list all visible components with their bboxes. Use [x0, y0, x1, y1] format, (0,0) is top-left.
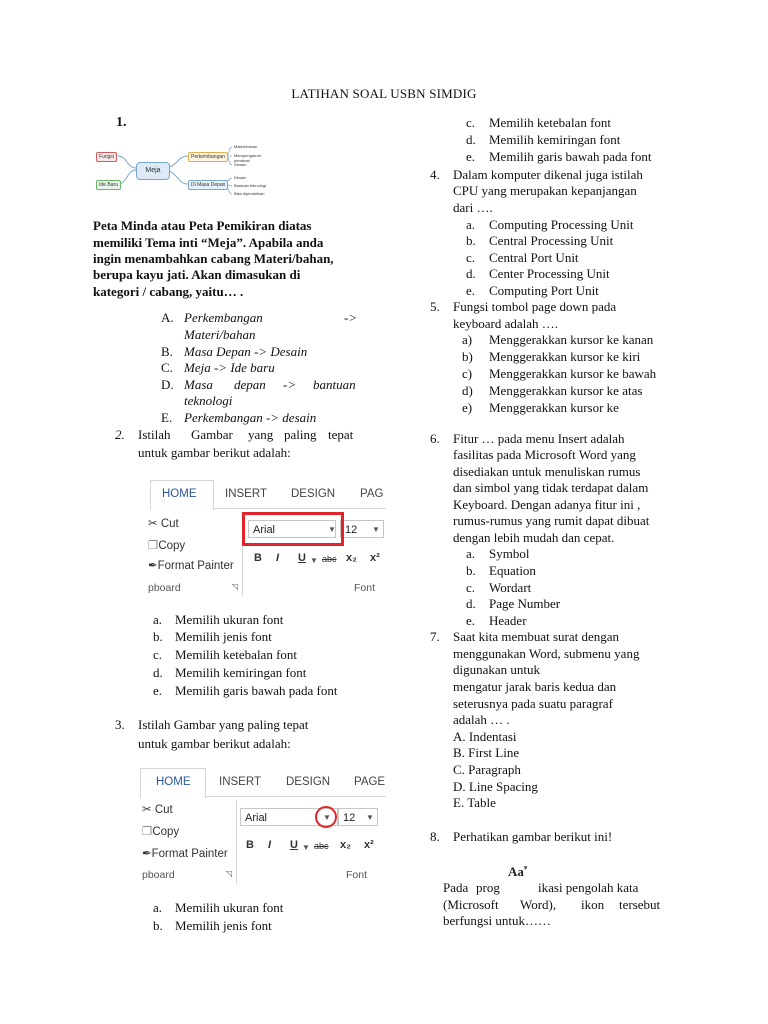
mind-map-node-fungsi: Fungsi [96, 152, 117, 162]
q8-body-word: prog [476, 880, 500, 895]
q6-option-d: Page Number [489, 596, 561, 611]
copy-button[interactable] [148, 538, 185, 552]
q8-body-word: (Microsoft [443, 897, 499, 912]
q7-stem-line: Saat kita membuat surat dengan [453, 629, 620, 644]
q1-stem-line: Peta Minda atau Peta Pemikiran diatas [93, 218, 312, 233]
q7-stem-line: seterusnya pada suatu paragraf [453, 696, 613, 711]
underline-button[interactable]: U [298, 552, 306, 564]
clipboard-launcher-icon[interactable]: ◹ [226, 869, 233, 878]
q5-option-letter: c) [462, 366, 473, 381]
q5-stem-line: Fungsi tombol page down pada [453, 299, 617, 314]
q5-option-a: Menggerakkan kursor ke kanan [489, 332, 654, 347]
mind-map-leaf: Bantuan teknologi [234, 183, 267, 188]
q2-stem-word: yang [248, 427, 274, 442]
copy-button[interactable] [142, 824, 179, 838]
q2-stem-word: tepat [328, 427, 354, 442]
q2-stem-word: paling [284, 427, 317, 442]
question-number-7: 7. [430, 629, 440, 644]
format-painter-label: Format Painter [151, 848, 228, 860]
q2-option-letter: a. [153, 612, 163, 627]
mind-map-center: Meja [136, 162, 170, 180]
q8-body-word: Pada [443, 880, 469, 895]
q7-option-e: E. Table [453, 795, 496, 810]
q2-stem-line: untuk gambar berikut adalah: [138, 445, 291, 460]
q1-option-letter: A. [161, 310, 174, 325]
q1-option-d: Masa [184, 377, 213, 392]
font-name-value: Arial [245, 812, 268, 824]
q1-option-c: Meja -> Ide baru [184, 360, 275, 375]
clipboard-group-label: pboard [142, 869, 175, 881]
group-divider [236, 800, 237, 884]
copy-label: Copy [152, 826, 180, 838]
q7-option-d: D. Line Spacing [453, 779, 538, 794]
mind-map-node-ide-baru: Ide Baru [96, 180, 121, 190]
word-ribbon-screenshot [150, 480, 386, 600]
font-size-value: 12 [345, 524, 358, 536]
q3-stem-line: Istilah Gambar yang paling tepat [138, 717, 309, 732]
q2-option-b: Memilih jenis font [175, 629, 272, 644]
mind-map-leaf: Mempengaruhi pembuat [234, 153, 261, 163]
q6-stem-line: dan simbol yang tidak terdapat dalam [453, 480, 649, 495]
q2-option-letter: c. [153, 647, 163, 662]
q6-stem-line: Fitur … pada menu Insert adalah [453, 431, 625, 446]
q7-stem-line: mengatur jarak baris kedua dan [453, 679, 617, 694]
q3-option-letter: e. [466, 149, 476, 164]
q2-option-letter: e. [153, 683, 163, 698]
q1-option-d-word: depan [234, 377, 266, 392]
question-number-6: 6. [430, 431, 440, 446]
q6-stem-line: rumus-rumus yang rumit dapat dibuat [453, 513, 650, 528]
mind-map-leaf: Desain [234, 162, 247, 167]
q3-option-letter: b. [153, 918, 163, 933]
tab-home[interactable]: HOME [156, 776, 191, 788]
mind-map-leaf: Desain [234, 175, 247, 180]
q4-stem-line: Dalam komputer dikenal juga istilah [453, 167, 643, 182]
q5-option-letter: d) [462, 383, 473, 398]
q1-stem-line: kategori / cabang, yaitu… . [93, 284, 244, 299]
superscript-button[interactable]: x² [370, 552, 380, 564]
q1-stem-line: memiliki Tema inti “Meja”. Apabila anda [93, 235, 324, 250]
q8-body-word: tersebut [619, 897, 661, 912]
q2-option-c: Memilih ketebalan font [175, 647, 298, 662]
q4-option-b: Central Processing Unit [489, 233, 614, 248]
q2-option-e: Memilih garis bawah pada font [175, 683, 338, 698]
q5-option-d: Menggerakkan kursor ke atas [489, 383, 643, 398]
underline-button[interactable]: U [290, 839, 298, 851]
q2-option-d: Memilih kemiringan font [175, 665, 307, 680]
q4-option-letter: d. [466, 266, 476, 281]
q3-option-letter: c. [466, 115, 476, 130]
q5-option-letter: a) [462, 332, 473, 347]
cut-label: Cut [160, 518, 179, 530]
cut-button[interactable] [142, 802, 173, 816]
tab-page[interactable]: PAG [360, 488, 384, 500]
q1-option-letter: C. [161, 360, 173, 375]
q6-option-c: Wordart [489, 580, 532, 595]
strikethrough-button[interactable]: abc [322, 554, 337, 564]
scissors-icon: ✂ [148, 518, 158, 530]
format-painter-label: Format Painter [157, 560, 234, 572]
q6-stem-line: Keyboard. Dengan adanya fitur ini , [453, 497, 641, 512]
q4-option-letter: b. [466, 233, 476, 248]
q5-option-e: Menggerakkan kursor ke [489, 400, 619, 415]
chevron-down-icon[interactable]: ▼ [366, 813, 374, 822]
change-case-icon: Aa▾ [508, 864, 544, 890]
q3-option-a: Memilih ukuran font [175, 900, 284, 915]
q6-option-letter: a. [466, 546, 476, 561]
font-name-value: Arial [253, 524, 276, 536]
chevron-down-icon[interactable]: ▼ [328, 525, 336, 534]
bold-button[interactable]: B [246, 839, 254, 851]
word-ribbon-screenshot [140, 768, 386, 888]
q7-option-a: A. Indentasi [453, 729, 517, 744]
question-number-2: 2. [115, 427, 125, 442]
italic-button[interactable]: I [268, 839, 272, 851]
q1-option-a-cont: Materi/bahan [184, 327, 256, 342]
q6-option-letter: c. [466, 580, 476, 595]
mind-map-figure [92, 140, 278, 200]
superscript-button[interactable]: x² [364, 839, 374, 851]
ribbon-tab-bar [140, 768, 386, 797]
brush-icon: ✒ [142, 848, 152, 860]
format-painter-button[interactable] [148, 558, 234, 572]
q4-stem-line: CPU yang merupakan kepanjangan [453, 183, 637, 198]
change-case-icon-label: Aa [508, 864, 524, 879]
question-number-5: 5. [430, 299, 440, 314]
q7-stem-line: menggunakan Word, submenu yang [453, 646, 640, 661]
q6-stem-line: disediakan untuk menuliskan rumus [453, 464, 641, 479]
ribbon-tab-bar [150, 480, 386, 509]
font-size-value: 12 [343, 812, 356, 824]
q1-option-d-cont: teknologi [184, 393, 233, 408]
cut-button[interactable] [148, 516, 179, 530]
q4-option-c: Central Port Unit [489, 250, 579, 265]
highlight-circle [315, 806, 337, 828]
q5-option-b: Menggerakkan kursor ke kiri [489, 349, 641, 364]
question-number-8: 8. [430, 829, 440, 844]
q6-option-letter: e. [466, 613, 476, 628]
q1-option-a-arrow: -> [344, 310, 358, 325]
q3-option-letter: d. [466, 132, 476, 147]
q3-stem-line: untuk gambar berikut adalah: [138, 736, 291, 751]
q4-option-d: Center Processing Unit [489, 266, 610, 281]
q3-option-d: Memilih kemiringan font [489, 132, 621, 147]
italic-button[interactable]: I [276, 552, 280, 564]
chevron-down-icon[interactable]: ▼ [372, 525, 380, 534]
q4-option-letter: a. [466, 217, 476, 232]
q1-option-a: Perkembangan [184, 310, 263, 325]
q6-option-b: Equation [489, 563, 536, 578]
q6-option-e: Header [489, 613, 527, 628]
q4-option-letter: c. [466, 250, 476, 265]
q1-option-letter: B. [161, 344, 173, 359]
q1-option-letter: E. [161, 410, 173, 425]
q6-option-letter: b. [466, 563, 476, 578]
q3-option-b: Memilih jenis font [175, 918, 272, 933]
q1-option-b: Masa Depan -> Desain [184, 344, 308, 359]
clipboard-group-label: pboard [148, 582, 181, 594]
q8-body-word: Word), [520, 897, 557, 912]
page-title: LATIHAN SOAL USBN SIMDIG [291, 86, 477, 101]
tab-home[interactable]: HOME [162, 488, 197, 500]
subscript-button[interactable]: x₂ [340, 839, 352, 851]
strikethrough-button[interactable]: abc [314, 841, 329, 851]
q8-body-word: ikasi pengolah kata [538, 880, 639, 895]
tab-design[interactable]: DESIGN [286, 776, 331, 788]
clipboard-launcher-icon[interactable]: ◹ [232, 582, 239, 591]
mind-map-node-perkembangan: Perkembangan [188, 152, 228, 162]
brush-icon: ✒ [148, 560, 158, 572]
q1-stem-line: ingin menambahkan cabang Materi/bahan, [93, 251, 334, 266]
font-group-label: Font [346, 869, 368, 881]
q5-stem-line: keyboard adalah …. [453, 316, 559, 331]
chevron-down-icon[interactable]: ▼ [310, 556, 318, 565]
q4-option-a: Computing Processing Unit [489, 217, 634, 232]
q4-option-letter: e. [466, 283, 476, 298]
q1-option-letter: D. [161, 377, 174, 392]
q3-option-e: Memilih garis bawah pada font [489, 149, 652, 164]
font-group-label: Font [354, 582, 376, 594]
chevron-down-icon[interactable]: ▼ [323, 813, 331, 822]
q4-option-e: Computing Port Unit [489, 283, 599, 298]
chevron-down-icon[interactable]: ▼ [302, 843, 310, 852]
tab-insert[interactable]: INSERT [219, 776, 261, 788]
q4-stem-line: dari …. [453, 200, 493, 215]
q1-option-d-word: -> [283, 377, 297, 392]
tab-insert[interactable]: INSERT [225, 488, 267, 500]
q8-body-line: berfungsi untuk…… [443, 913, 551, 928]
q1-option-d-word: bantuan [313, 377, 356, 392]
question-number-4: 4. [430, 167, 440, 182]
q7-stem-line: digunakan untuk [453, 662, 541, 677]
mind-map-node-masa-depan: Di Masa Depan [188, 180, 228, 190]
question-number-3: 3. [115, 717, 125, 732]
q3-option-c: Memilih ketebalan font [489, 115, 612, 130]
q7-option-b: B. First Line [453, 745, 520, 760]
q2-stem-word: Istilah [138, 427, 171, 442]
q1-stem-line: berupa kayu jati. Akan dimasukan di [93, 267, 301, 282]
q1-option-e: Perkembangan -> desain [184, 410, 317, 425]
copy-icon: ❐ [148, 540, 159, 552]
q7-option-c: C. Paragraph [453, 762, 521, 777]
q6-option-a: Symbol [489, 546, 530, 561]
cut-label: Cut [154, 804, 173, 816]
mind-map-leaf: Bisa dipindahkan [234, 191, 265, 196]
q8-stem-line: Perhatikan gambar berikut ini! [453, 829, 613, 844]
q6-option-letter: d. [466, 596, 476, 611]
tab-page[interactable]: PAGE [354, 776, 386, 788]
q2-option-letter: d. [153, 665, 163, 680]
q2-option-a: Memilih ukuran font [175, 612, 284, 627]
q6-stem-line: fasilitas pada Microsoft Word yang [453, 447, 636, 462]
q2-stem-word: Gambar [191, 427, 233, 442]
q5-option-letter: e) [462, 400, 473, 415]
format-painter-button[interactable] [142, 846, 228, 860]
subscript-button[interactable]: x₂ [346, 552, 358, 564]
q7-stem-line: adalah … . [453, 712, 510, 727]
q2-option-letter: b. [153, 629, 163, 644]
tab-design[interactable]: DESIGN [291, 488, 336, 500]
bold-button[interactable]: B [254, 552, 262, 564]
mind-map-leaf: Materi/bahan [234, 144, 258, 149]
q5-option-letter: b) [462, 349, 473, 364]
question-number-1: 1. [116, 115, 127, 130]
q8-body-word: ikon [581, 897, 605, 912]
copy-label: Copy [158, 540, 186, 552]
copy-icon: ❐ [142, 826, 153, 838]
q5-option-c: Menggerakkan kursor ke bawah [489, 366, 657, 381]
q3-option-letter: a. [153, 900, 163, 915]
scissors-icon: ✂ [142, 804, 152, 816]
q6-stem-line: dengan lebih mudah dan cepat. [453, 530, 615, 545]
highlight-box [242, 512, 344, 546]
